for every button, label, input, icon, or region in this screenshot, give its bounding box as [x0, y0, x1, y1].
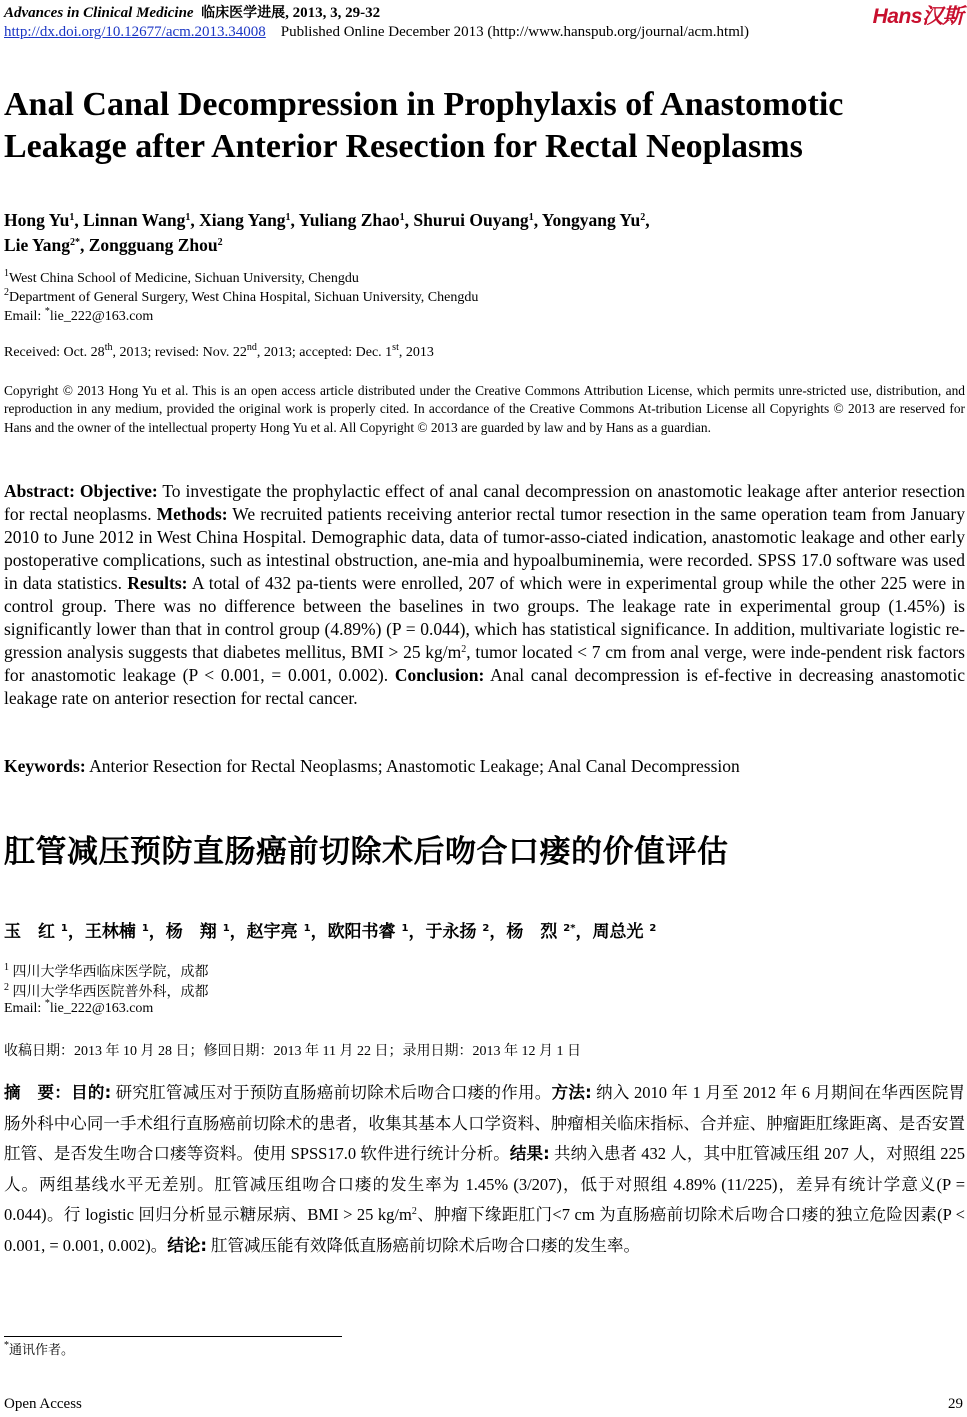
separator: ，: [489, 922, 507, 942]
journal-citation: , 2013, 3, 29-32: [285, 5, 381, 21]
separator: ，: [67, 922, 85, 942]
conclusion-text: 肛管减压能有效降低直肠癌前切除术后吻合口瘘的发生率。: [206, 1235, 641, 1255]
methods-text: 纳入 2010 年 1 月至 2012 年 6 月期间在华西医院胃肠外科中心同一手术组行直肠癌前切除术的患者，收集其基本人口学资料、肿瘤相关临床指标、合并症、肿瘤距肛缘距离、是否安置肛管、是否发生吻合口瘘等资料。使用 SPSS17.0 软件进行统计分析。: [4, 1083, 966, 1163]
conclusion-label: Conclusion:: [394, 665, 485, 685]
objective-label: Objective:: [79, 481, 158, 501]
affil-text: 四川大学华西医院普外科，成都: [12, 985, 209, 1000]
affil-text: 四川大学华西临床医学院，成都: [12, 965, 209, 980]
author-affil-mark: 2: [217, 237, 223, 248]
footnote-text: 通讯作者。: [9, 1342, 75, 1357]
affil-text: West China School of Medicine, Sichuan University, Chengdu: [9, 271, 359, 286]
journal-header: [4, 2, 380, 22]
results-label: Results:: [127, 573, 188, 593]
conclusion-label: 结论:: [167, 1235, 207, 1255]
author-list-en: Hong Yu$^1$, Linnan Wang$^1$, Xiang Yang$^1$, Yuliang Zhao$^1$, Shurui Ouyang$^1$, Yongyang Yu$^2$, Lie Yang$^{2*}$, Zongguang Zhou$^2$: [4, 210, 650, 255]
published-online: Published Online December 2013 (http://www.hanspub.org/journal/acm.html): [280, 24, 750, 40]
methods-text: We recruited patients receiving anterior rectal tumor resection in the same operation team from January 2010 to June 2012 in West China Hospital. Demographic data, data of tumor-asso-ciated indication, anastomotic leakage and other early postoperative complications, such as intestinal obstruction, ane-mia and hypoalbuminemia, were recorded. SPSS 17.0 software was used in data statistics.: [4, 504, 965, 593]
abstract-label: Abstract:: [4, 481, 80, 501]
abstract-cn: [4, 1078, 965, 1261]
author-affil-mark: 1: [528, 212, 534, 223]
corresponding-mark: *: [44, 306, 50, 317]
author-name: 周总光: [592, 922, 644, 942]
affiliation-1-en: [4, 268, 359, 287]
separator: ，: [148, 922, 166, 942]
author-name: 玉 红: [4, 922, 55, 942]
results-text-cont: 、肿瘤下缘距肛门<7 cm 为直肠癌前切除术后吻合口瘘的独立危险因素(P < 0.001, = 0.001, 0.002)。: [4, 1205, 965, 1255]
affil-number: 1: [4, 268, 9, 279]
accepted-year: , 2013: [398, 345, 434, 360]
email-en: [4, 306, 154, 325]
affiliation-2-cn: [4, 981, 209, 1001]
separator: ，: [408, 922, 426, 942]
dates-en: [4, 342, 434, 361]
author-name: 赵宇亮: [246, 922, 298, 942]
keywords-label: Keywords:: [4, 756, 86, 776]
objective-text: To investigate the prophylactic effect of anal canal decompression on anastomotic leakage after anterior resection for rectal neoplasms.: [4, 481, 965, 524]
separator: ，: [575, 922, 593, 942]
email-cn: [4, 998, 154, 1017]
author-affil-mark: 1: [60, 923, 68, 934]
keywords-en: [4, 756, 740, 777]
results-text: A total of 432 pa-tients were enrolled, 207 of which were in experimental group while the other 225 were in control group. There was no difference between the baselines in two groups. The leakage rate in experimental group (1.45%) is significantly lower than that in control group (4.89%) (P = 0.044), which has statistical significance. In addition, multivariate logistic re-gression analysis suggests that diabetes mellitus, BMI > 25 kg/m: [4, 573, 965, 662]
corresponding-mark: *: [44, 998, 50, 1009]
author-affil-mark: 2*: [69, 237, 80, 248]
ordinal-suffix: st: [392, 342, 399, 353]
author-name: 王林楠: [84, 922, 136, 942]
objective-label: 目的:: [71, 1083, 112, 1102]
copyright-notice: Copyright © 2013 Hong Yu et al. This is an open access article distributed under the Creative Commons Attribution License, which permits unre-stricted use, distribution, and reproduction in any medium, provided the original work is properly cited. In accordance of the Creative Commons At-tribution License all Copyrights © 2013 are reserved for Hans and the owner of the intellectual property Hong Yu et al. All Copyright © 2013 are guarded by law and by Hans as a guardian.: [4, 383, 965, 435]
superscript: 2: [411, 1206, 417, 1217]
author-affil-mark: 2: [482, 923, 490, 934]
author-list-cn: [4, 917, 656, 942]
separator: ，: [310, 922, 328, 942]
author-name: Yongyang Yu: [541, 210, 641, 230]
author-affil-mark: 1: [185, 212, 191, 223]
ordinal-suffix: nd: [246, 342, 257, 353]
author-name: 杨 烈: [506, 922, 558, 942]
objective-text: 研究肛管减压对于预防直肠癌前切除术后吻合口瘘的作用。: [111, 1083, 552, 1102]
conclusion-text: Anal canal decompression is ef-fective in decreasing anastomotic leakage rate on anterior resection for rectal cancer.: [4, 665, 965, 708]
email-address[interactable]: lie_222@163.com: [49, 1001, 154, 1016]
journal-name-en: Advances in Clinical Medicine: [4, 5, 194, 21]
email-address[interactable]: lie_222@163.com: [49, 309, 154, 324]
author-name: Lie Yang: [4, 235, 70, 255]
author-affil-mark: 1: [69, 212, 75, 223]
author-name: Yuliang Zhao: [298, 210, 400, 230]
author-name: Linnan Wang: [83, 210, 186, 230]
abstract-label: 摘 要：: [4, 1083, 72, 1102]
publication-line: [4, 24, 749, 41]
paper-title-cn: 肛管减压预防直肠癌前切除术后吻合口瘘的价值评估: [4, 834, 729, 870]
author-affil-mark: 1: [401, 923, 409, 934]
affil-text: Department of General Surgery, West China Hospital, Sichuan University, Chengdu: [9, 290, 479, 305]
author-affil-mark: 2*: [563, 923, 576, 934]
results-text: 共纳入患者 432 人，其中肛管减压组 207 人，对照组 225 人。两组基线水平无差别。肛管减压组吻合口瘘的发生率为 1.45% (3/207)，低于对照组 4.89% (11/225)，差异有统计学意义(P = 0.044)。行 logistic 回归分析显示糖尿病、BMI > 25 kg/m: [4, 1144, 965, 1224]
author-affil-mark: 1: [303, 923, 311, 934]
footnote-mark: *: [4, 1340, 9, 1351]
revised-date: , 2013; revised: Nov. 22: [112, 345, 247, 360]
author-name: Hong Yu: [4, 210, 70, 230]
author-affil-mark: 1: [399, 212, 405, 223]
author-affil-mark: 2: [640, 212, 646, 223]
doi-link[interactable]: http://dx.doi.org/10.12677/acm.2013.34008: [4, 24, 266, 40]
author-name: 于永扬: [425, 922, 477, 942]
author-affil-mark: 1: [222, 923, 230, 934]
affiliation-1-cn: [4, 961, 209, 981]
affil-number: 2: [4, 287, 9, 298]
methods-label: Methods:: [156, 504, 228, 524]
author-name: Zongguang Zhou: [88, 235, 218, 255]
footnote: [4, 1339, 74, 1358]
email-label: Email:: [4, 1001, 45, 1016]
superscript: 2: [461, 644, 467, 655]
affiliation-2-en: [4, 287, 479, 306]
page-number: 29: [948, 1396, 963, 1412]
ordinal-suffix: th: [104, 342, 113, 353]
author-name: Shurui Ouyang: [413, 210, 529, 230]
footnote-divider: [4, 1336, 342, 1337]
accepted-date: , 2013; accepted: Dec. 1: [256, 345, 393, 360]
dates-cn: 收稿日期：2013 年 10 月 28 日；修回日期：2013 年 11 月 22 日；录用日期：2013 年 12 月 1 日: [4, 1044, 581, 1059]
results-label: 结果:: [509, 1144, 550, 1163]
results-text-cont: , tumor located < 7 cm from anal verge, were inde-pendent risk factors for anastomotic leakage (P < 0.001, = 0.001, 0.002).: [4, 642, 965, 685]
affil-number: 1: [4, 962, 9, 973]
paper-title-en: Anal Canal Decompression in Prophylaxis of Anastomotic Leakage after Anterior Resection for Rectal Neoplasms: [4, 86, 844, 165]
journal-name-cn: 临床医学进展: [201, 5, 286, 21]
author-name: Xiang Yang: [199, 210, 286, 230]
author-name: 杨 翔: [165, 922, 217, 942]
author-name: 欧阳书睿: [327, 922, 396, 942]
abstract-en: [4, 480, 965, 710]
methods-label: 方法:: [551, 1083, 592, 1102]
author-affil-mark: 2: [649, 923, 657, 934]
open-access-label: Open Access: [4, 1396, 82, 1412]
separator: ，: [229, 922, 247, 942]
author-affil-mark: 1: [141, 923, 149, 934]
keywords-text: Anterior Resection for Rectal Neoplasms; Anastomotic Leakage; Anal Canal Decompression: [85, 756, 740, 776]
email-label: Email:: [4, 309, 45, 324]
affil-number: 2: [4, 982, 9, 993]
author-affil-mark: 1: [285, 212, 291, 223]
received-date: Received: Oct. 28: [4, 345, 105, 360]
hans-logo: Hans汉斯: [872, 5, 963, 28]
